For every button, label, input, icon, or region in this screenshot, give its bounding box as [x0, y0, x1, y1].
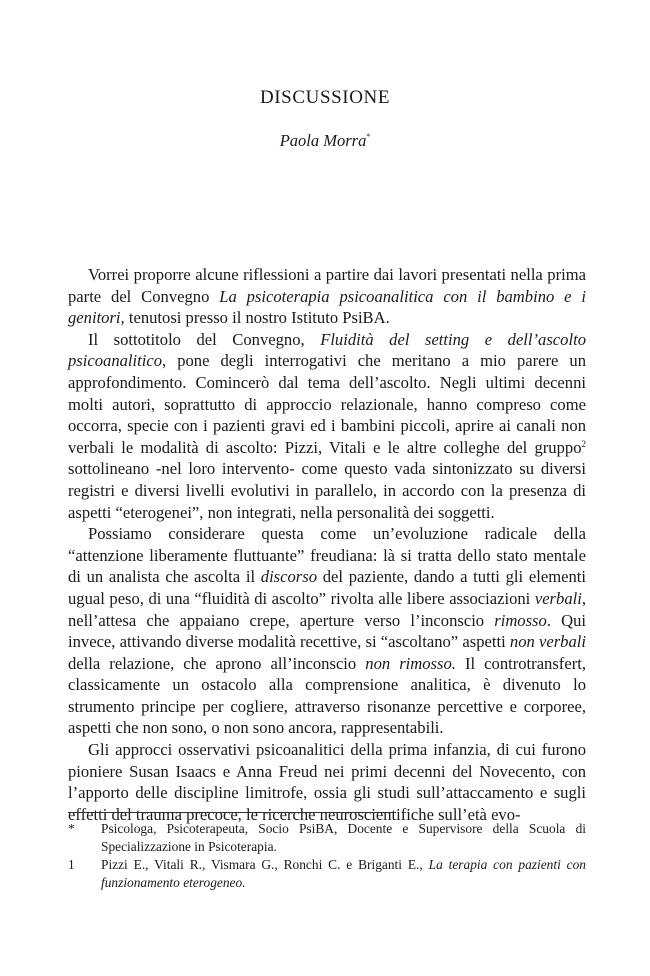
footnote-1-mark: 1 [68, 857, 75, 872]
paragraph-3-text-g: . Qui invece, attivando diverse modalità recettive, si “ascoltano” aspetti [68, 610, 587, 652]
author-footnote-mark[interactable]: * [366, 132, 371, 141]
footnote-star [68, 820, 586, 856]
paragraph-3-italic-h: non verbali [509, 632, 586, 652]
paragraph-4-text-a: Gli approcci osservativi psicoanalitici della prima infanzia, di cui furono pioniere Susan Isaacs e Anna Freud nei primi decenni del Novecento, con l’apporto delle discipline limitrofe, ossia gli studi sull’attaccamento e sugli effetti del trauma precoce, le ricerche neuroscientifiche sull’età evo- [68, 740, 586, 824]
paragraph-1-text-a: Vorrei proporre alcune riflessioni a partire dai lavori presentati nella prima parte del Convegno [68, 265, 586, 306]
paragraph-3-text-a: Possiamo considerare questa come un’evoluzione radicale della “attenzione liberamente fluttuante” freudiana: là si tratta dello stato mentale di un analista che ascolta il [68, 524, 586, 587]
paragraph-3-italic-b: discorso [260, 567, 318, 587]
paragraph-3-text-c: del paziente, dando a tutti gli elementi ugual peso, di una “fluidità di ascolto” rivolta alle libere associazioni [68, 567, 586, 608]
footnote-divider [68, 812, 396, 813]
paragraph-3-text-i: della relazione, che aprono all’inconscio [68, 653, 366, 673]
footnote-1-text-a: Pizzi E., Vitali R., Vismara G., Ronchi C. e Briganti E., [101, 857, 429, 872]
paragraph-2-text-c: , pone degli interrogativi che meritano a mio parere un approfondimento. Comincerò dal tema dell’ascolto. Negli ultimi decenni molti autori, soprattutto di approccio relazionale, hanno compreso come occorra, specie con i pazienti gravi ed i bambini piccoli, aprire ai canali non verbali le modalità di ascolto: Pizzi, Vitali e le altre colleghe del gruppo [68, 351, 586, 457]
paragraph-3-italic-d: verbali [534, 588, 582, 608]
paragraph-1 [68, 264, 586, 329]
paragraph-2-italic-subtitle: Fluidità del setting e dell’ascolto psicoanalitico [68, 329, 586, 371]
body-text [68, 264, 586, 825]
paragraph-3-text-e: , nell’attesa che appaiano crepe, aperture verso l’inconscio [68, 588, 586, 630]
footnotes [68, 820, 586, 892]
paragraph-1-italic-title: La psicoterapia psicoanalitica con il bambino e i genitori, [68, 286, 586, 328]
paragraph-3-italic-j: non rimosso. [365, 653, 456, 673]
paragraph-3 [68, 523, 586, 739]
author-name: Paola Morra [279, 131, 367, 150]
footnote-star-text: Psicologa, Psicoterapeuta, Socio PsiBA, Docente e Supervisore della Scuola di Specializzazione in Psicoterapia. [101, 821, 586, 854]
paragraph-2-text-d: sottolineano -nel loro intervento- come questo vada sintonizzato su diversi registri e diversi livelli evolutivi in parallelo, in accordo con la presenza di aspetti “eterogenei”, non integrati, nella personalità dei soggetti. [68, 459, 586, 522]
paragraph-2-text-a: Il sottotitolo del Convegno, [88, 329, 321, 349]
footnote-1-italic-title: La terapia con pazienti con funzionamento eterogeneo. [101, 857, 586, 890]
article-title: DISCUSSIONE [259, 87, 391, 108]
footnote-ref-2[interactable]: 2 [581, 438, 586, 449]
footnote-star-mark: * [68, 821, 75, 836]
footnote-1 [68, 856, 586, 892]
paragraph-1-text-c: tenutosi presso il nostro Istituto PsiBA. [124, 308, 390, 328]
paragraph-2 [68, 329, 586, 523]
author-line [0, 131, 650, 151]
paragraph-3-text-k: Il controtransfert, classicamente un ostacolo alla comprensione analitica, è divenuto lo strumento principe per cogliere, attraverso risonanze percettive e corporee, aspetti che non sono, o non sono ancora, rappresentabili. [68, 653, 586, 738]
paragraph-3-italic-f: rimosso [494, 610, 547, 630]
